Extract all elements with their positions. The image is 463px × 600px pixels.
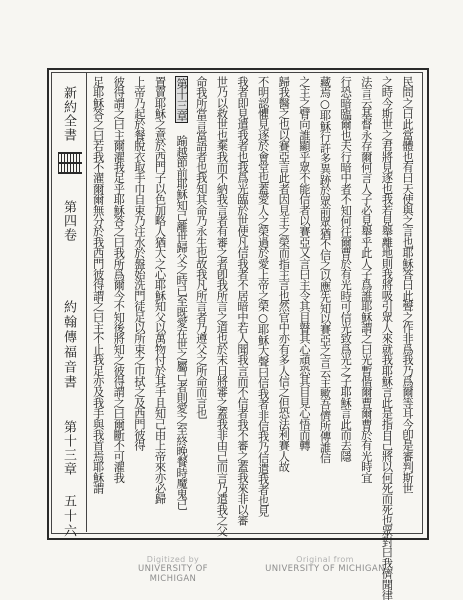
text-column: 世乃以救世也棄我而不納我言者有審之者卽我所言之道也於末日將審之蓋我非由己而言乃遣我之父 (215, 76, 229, 537)
book-name: 約翰傳福音書 (61, 300, 76, 390)
text-column: 彼得謂之曰主爾濯我足乎耶穌答之曰我所爲爾今不知後將知之彼得謂之曰爾斷不可濯我 (112, 76, 126, 483)
text-column: 藏焉○耶穌行許多異跡於眾前眾猶不信之以應先知以賽亞之言云主歟吾儕所傳誰信 (318, 76, 332, 463)
text-column (175, 76, 188, 528)
text-column: 上帝乃起於餐脫衣取手巾自束乃注水於盤始洗門徒足以所束之巾拭之及西門彼得 (132, 76, 146, 451)
footer-original (265, 555, 385, 574)
chapter-heading-marker: 第十三章 (175, 78, 189, 121)
footer-digitized (118, 555, 228, 584)
footer-digitized-by: Digitized by (146, 555, 200, 564)
text-column: 行恐暗臨爾也夫行暗中者不知何往爾曹於有光時可信光致爲光之子耶穌言此而去隱 (339, 76, 353, 462)
text-column: 歸我醫之也以賽亞言此者因見主之榮而指主言也然官中亦有多人信之但恐法利賽人故 (277, 76, 291, 472)
page-number: 五十六 (61, 494, 76, 539)
text-column: 足耶穌答之曰若我不濯爾爾無分於我西門彼得謂之曰主不止我足亦及我手與我首焉耶穌謂 (91, 76, 105, 494)
fishtail-ornament-bottom (58, 162, 82, 174)
chapter-label: 第十三章 (61, 420, 76, 476)
text-column: 不明認懼見逐於會堂也蓋愛人之榮過於愛上帝之榮○耶穌大聲曰信我者非信我乃信遣我者也見 (256, 76, 270, 517)
text-column: 之時今斯世之君將見逐也我若見舉離地則我將吸引眾人來就我耶穌言此是指自己將以何死而死也眾對曰我儕聞律 (380, 76, 394, 600)
text-column: 民問之曰此當體也有曰天使與之言也耶穌答曰此聲之作非爲我乃爲爾等耳今卽是審判斯世 (400, 76, 414, 494)
text-column: 之主之臂向誰顯乎眾不能信者以賽亞又言曰主令其目瞽其心頑恐其目見心悟而轉 (297, 76, 311, 451)
footer-original-from: Original from (296, 555, 354, 564)
text-column-rest: 踰越節前耶穌知己離世歸父之時已至既愛在世之屬己者則愛之至終晚餐時魔鬼已 (175, 122, 189, 510)
footer-digitized-institution: UNIVERSITY OF MICHIGAN (138, 564, 208, 584)
volume-label: 第四卷 (61, 200, 76, 242)
text-column: 置賣耶穌之意於西門子以色加略人猶大之心耶穌知父以萬物付於其手且知己由上帝來亦必歸 (153, 76, 167, 504)
text-column: 命我所當言當語者也我知其命乃永生也故我凡所言者乃遵父之所命而言也 (194, 76, 208, 419)
footer-original-institution: UNIVERSITY OF MICHIGAN (265, 564, 385, 574)
text-column: 我者即見遣我者也我爲光臨於世使凡信我者不居暗中若人聞我言而不信者我不審之蓋我來非以審 (235, 76, 249, 526)
book-title: 新約全書 (61, 86, 76, 142)
text-column: 法言云基督永存爾何言人子必見舉乎此人子爲誰耶穌謂之曰光暫偕爾曹爾曹於有光時宜 (359, 76, 373, 483)
